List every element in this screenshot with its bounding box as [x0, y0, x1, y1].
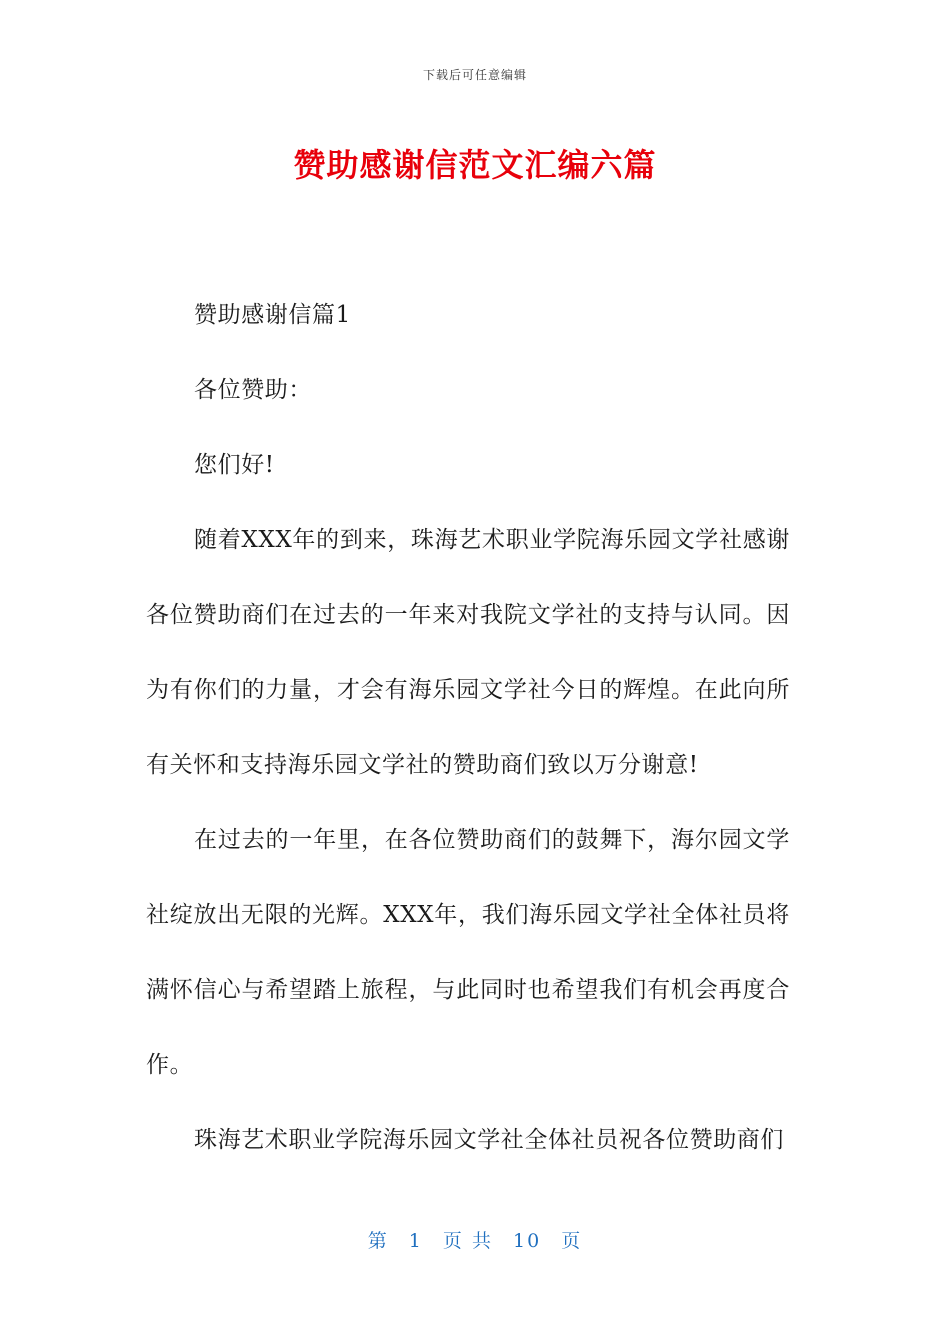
body-paragraph: 随着XXX年的到来，珠海艺术职业学院海乐园文学社感谢各位赞助商们在过去的一年来对我院文学社的支持与认同。因为有你们的力量，才会有海乐园文学社今日的辉煌。在此向所有关怀和支持海乐园文学社的赞助商们致以万分谢意!: [146, 527, 790, 778]
current-page-number: 1: [408, 1230, 423, 1252]
document-title: 赞助感谢信范文汇编六篇: [293, 146, 657, 184]
salutation: 各位赞助：: [194, 377, 312, 403]
page-label-middle: 页 共: [442, 1230, 493, 1252]
document-body: [146, 278, 790, 1178]
page-label-prefix: 第: [367, 1230, 389, 1252]
page-footer: [0, 1226, 950, 1253]
header-note: 下载后可任意编辑: [422, 68, 527, 82]
total-pages-number: 10: [513, 1230, 542, 1252]
page-label-suffix: 页: [561, 1230, 583, 1252]
body-paragraph: 在过去的一年里，在各位赞助商们的鼓舞下，海尔园文学社绽放出无限的光辉。XXX年，我们海乐园文学社全体社员将满怀信心与希望踏上旅程，与此同时也希望我们有机会再度合作。: [146, 827, 790, 1078]
body-paragraph: 珠海艺术职业学院海乐园文学社全体社员祝各位赞助商们: [194, 1127, 784, 1153]
greeting: 您们好!: [194, 452, 275, 478]
section-heading: 赞助感谢信篇1: [194, 302, 351, 328]
